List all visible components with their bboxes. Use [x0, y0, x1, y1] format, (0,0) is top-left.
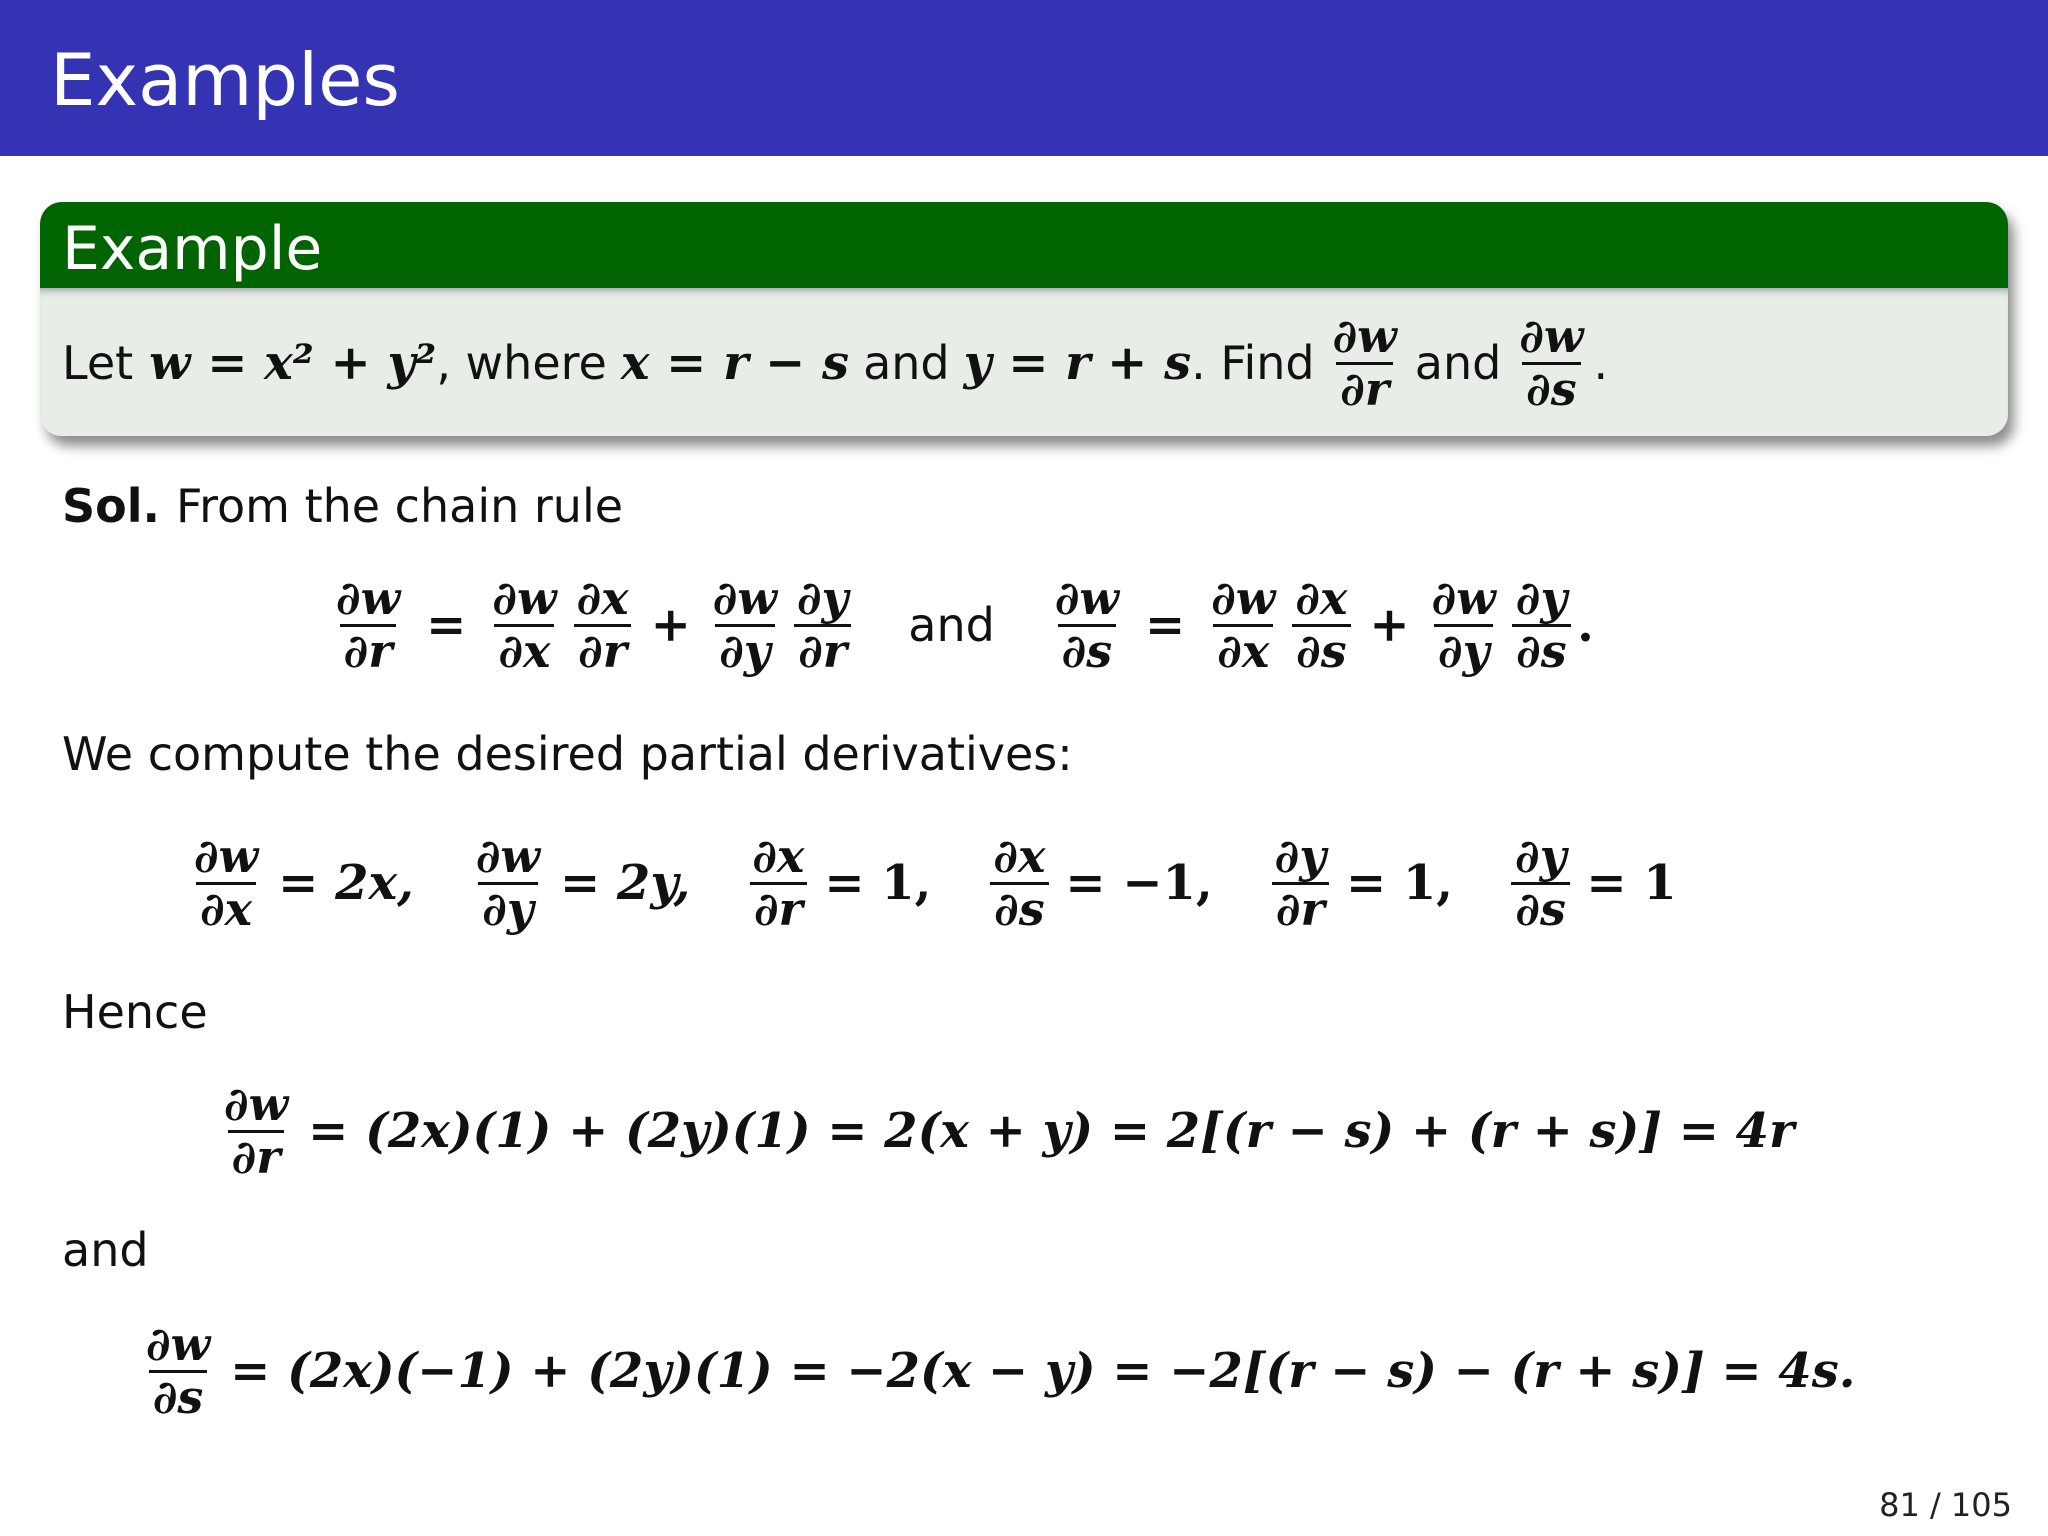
fraction-dy-ds: $\frac{\partial y}{\partial s}$	[1512, 574, 1571, 676]
partial-value-3: = 1,	[824, 855, 932, 911]
partial-value-1: = 2x,	[278, 855, 414, 911]
fraction-dx-dr: $\frac{\partial x}{\partial r}$	[748, 832, 808, 934]
w-definition: w = x² + y²	[149, 335, 437, 391]
fraction-dw-ds: $\frac{\partial w}{\partial s}$	[1054, 570, 1119, 678]
statement-period: .	[1593, 336, 1609, 390]
fraction-dw-dr: $\frac{\partial w}{\partial r}$	[224, 1076, 289, 1184]
chain-period: .	[1577, 597, 1594, 653]
partial-value-2: = 2y,	[560, 855, 691, 911]
equals-sign: =	[1144, 597, 1186, 653]
page-number: 81 / 105	[1879, 1486, 2012, 1524]
example-block-title: Example	[62, 214, 323, 284]
y-definition: y = r + s	[963, 335, 1192, 391]
plus-sign: +	[650, 597, 691, 653]
example-block-header	[40, 202, 2008, 288]
sol-label: Sol.	[62, 479, 160, 533]
fraction-dw-dx: $\frac{\partial w}{\partial x}$	[492, 570, 557, 678]
problem-statement	[62, 296, 1608, 430]
partial-derivatives	[184, 818, 1677, 948]
example-block	[40, 202, 2008, 436]
plus-sign: +	[1369, 597, 1410, 653]
fraction-dw-ds: $\frac{\partial w}{\partial s}$	[1519, 308, 1584, 416]
and-word-1: and	[863, 336, 950, 390]
fraction-dw-dy: $\frac{\partial w}{\partial y}$	[712, 570, 777, 678]
frame-title: Examples	[50, 38, 400, 122]
partial-value-5: = 1,	[1345, 855, 1454, 911]
fraction-dx-ds: $\frac{\partial x}{\partial s}$	[1291, 574, 1351, 676]
find-word: . Find	[1191, 336, 1315, 390]
fraction-dx-dr: $\frac{\partial x}{\partial r}$	[573, 574, 633, 676]
example-block-body	[40, 288, 2008, 436]
hence-text: Hence	[62, 985, 208, 1039]
and-line	[62, 1222, 149, 1278]
solution-intro	[62, 478, 623, 534]
fraction-dw-dr: $\frac{\partial w}{\partial r}$	[1332, 308, 1397, 416]
compute-intro	[62, 726, 1073, 782]
fraction-dw-dx: $\frac{\partial w}{\partial x}$	[194, 828, 259, 936]
sol-text: From the chain rule	[175, 479, 624, 533]
fraction-dw-dr: $\frac{\partial w}{\partial r}$	[336, 570, 401, 678]
result-r-rhs: = (2x)(1) + (2y)(1) = 2(x + y) = 2[(r − s) + (r + s)] = 4r	[308, 1103, 1795, 1159]
fraction-dw-dy: $\frac{\partial w}{\partial y}$	[475, 828, 540, 936]
fraction-dx-ds: $\frac{\partial x}{\partial s}$	[989, 832, 1049, 934]
fraction-dy-ds: $\frac{\partial y}{\partial s}$	[1511, 832, 1570, 934]
and-word: and	[908, 598, 995, 652]
fraction-dw-dy: $\frac{\partial w}{\partial y}$	[1431, 570, 1496, 678]
let-word: Let	[62, 336, 134, 390]
partial-value-6: = 1	[1586, 855, 1677, 911]
frame-title-bar	[0, 0, 2048, 156]
result-dw-dr	[214, 1066, 1794, 1196]
fraction-dy-dr: $\frac{\partial y}{\partial r}$	[793, 574, 852, 676]
fraction-dw-dx: $\frac{\partial w}{\partial x}$	[1211, 570, 1276, 678]
hence-line	[62, 984, 208, 1040]
fraction-dw-ds: $\frac{\partial w}{\partial s}$	[146, 1316, 211, 1424]
compute-text: We compute the desired partial derivatives:	[62, 727, 1073, 781]
chain-rule-equations	[326, 560, 1594, 690]
fraction-dy-dr: $\frac{\partial y}{\partial r}$	[1271, 832, 1330, 934]
result-dw-ds	[136, 1306, 1855, 1436]
and-word-2: and	[1414, 336, 1502, 390]
result-s-rhs: = (2x)(−1) + (2y)(1) = −2(x − y) = −2[(r − s) − (r + s)] = 4s.	[230, 1343, 1856, 1399]
where-word: , where	[436, 336, 607, 390]
equals-sign: =	[426, 597, 467, 653]
partial-value-4: = −1,	[1065, 855, 1213, 911]
x-definition: x = r − s	[620, 335, 850, 391]
and-text: and	[62, 1223, 149, 1277]
